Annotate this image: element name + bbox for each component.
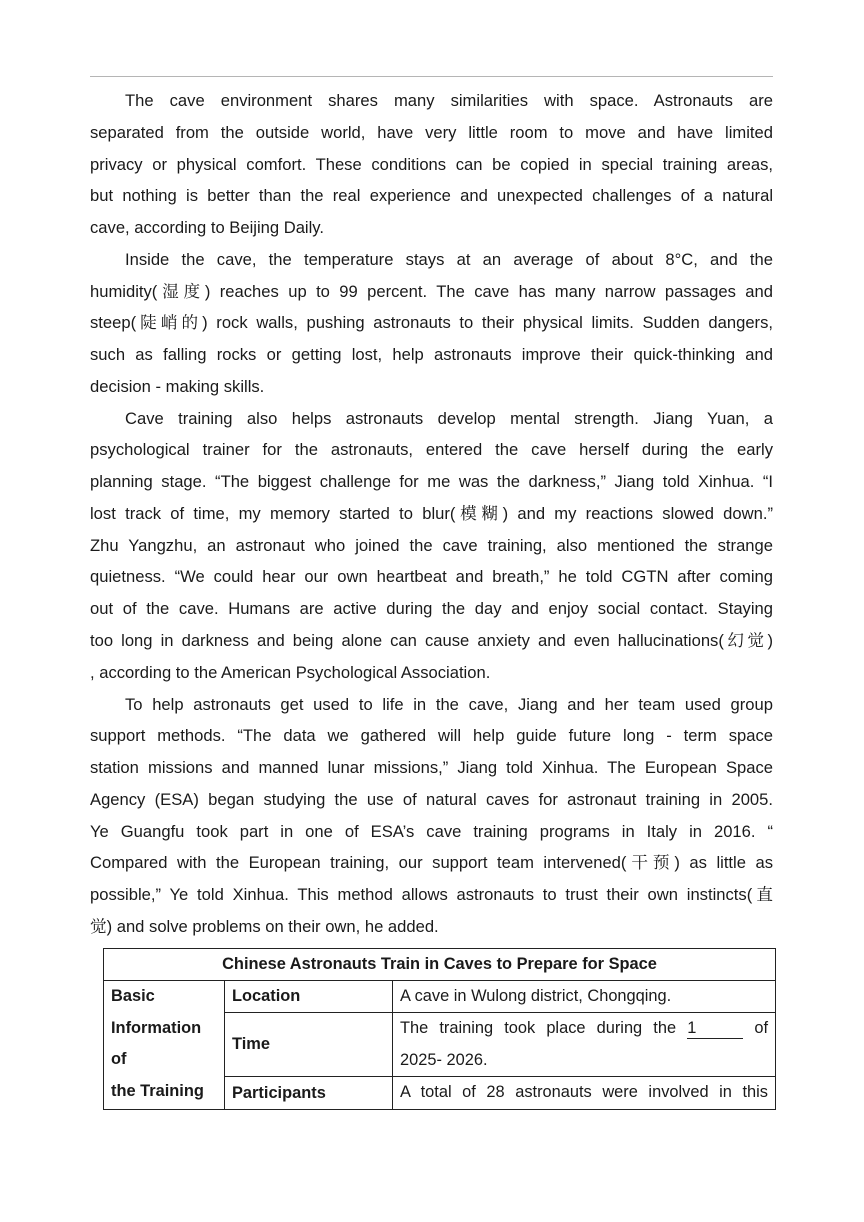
text-line: decision - making skills. bbox=[90, 376, 265, 396]
section-label-line: Information bbox=[111, 1018, 202, 1037]
participants-value: A total of 28 astronauts were involved in this bbox=[393, 1077, 776, 1110]
text-line: station missions and manned lunar missions,” Jiang told Xinhua. The European Space bbox=[90, 758, 773, 778]
text-line: Inside the cave, the temperature stays at an average of about 8°C, and the bbox=[125, 249, 773, 269]
text-line: Agency (ESA) began studying the use of natural caves for astronaut training in 2005. bbox=[90, 789, 773, 809]
text-line: but nothing is better than the real experience and unexpected challenges of a natural bbox=[90, 186, 773, 206]
participants-label: Participants bbox=[225, 1077, 393, 1110]
header-rule bbox=[90, 76, 773, 77]
text-line: support methods. “The data we gathered will help guide future long - term space bbox=[90, 726, 773, 746]
section-label-line: of bbox=[111, 1050, 127, 1069]
paragraph bbox=[90, 85, 773, 244]
text-line: possible,” Ye told Xinhua. This method allows astronauts to trust their own instincts(直 bbox=[90, 885, 773, 905]
time-text-after: of bbox=[754, 1019, 768, 1037]
time-value bbox=[393, 1013, 776, 1077]
section-label-line: Basic bbox=[111, 987, 155, 1005]
text-line: To help astronauts get used to life in the cave, Jiang and her team used group bbox=[125, 694, 773, 714]
time-label: Time bbox=[225, 1013, 393, 1077]
location-value: A cave in Wulong district, Chongqing. bbox=[393, 981, 776, 1013]
location-label: Location bbox=[225, 981, 393, 1013]
text-line: out of the cave. Humans are active during the day and enjoy social contact. Staying bbox=[90, 599, 773, 619]
text-line: , according to the American Psychological Association. bbox=[90, 662, 491, 682]
text-line: cave, according to Beijing Daily. bbox=[90, 218, 324, 238]
text-line: privacy or physical comfort. These conditions can be copied in special training areas, bbox=[90, 154, 773, 174]
summary-table bbox=[103, 948, 776, 1110]
text-line: Zhu Yangzhu, an astronaut who joined the cave training, also mentioned the strange bbox=[90, 535, 773, 555]
text-line: such as falling rocks or getting lost, help astronauts improve their quick-thinking and bbox=[90, 345, 773, 365]
section-label bbox=[104, 981, 225, 1110]
time-text-line2: 2025- 2026. bbox=[400, 1050, 488, 1069]
text-line: The cave environment shares many similarities with space. Astronauts are bbox=[125, 91, 773, 110]
paragraph bbox=[90, 689, 773, 943]
table-title: Chinese Astronauts Train in Caves to Prepare for Space bbox=[104, 949, 776, 981]
text-line: psychological trainer for the astronauts, entered the cave herself during the early bbox=[90, 440, 773, 460]
section-label-line: the Training bbox=[111, 1082, 204, 1101]
text-line: 觉) and solve problems on their own, he added. bbox=[90, 916, 439, 936]
text-line: lost track of time, my memory started to blur(模糊) and my reactions slowed down.” bbox=[90, 503, 773, 523]
text-line: humidity(湿度) reaches up to 99 percent. The cave has many narrow passages and bbox=[90, 281, 773, 301]
text-line: Ye Guangfu took part in one of ESA’s cave training programs in Italy in 2016. “ bbox=[90, 821, 773, 841]
text-line: quietness. “We could hear our own heartbeat and breath,” he told CGTN after coming bbox=[90, 567, 773, 587]
text-line: too long in darkness and being alone can cause anxiety and even hallucinations(幻觉) bbox=[90, 631, 773, 651]
text-line: steep(陡峭的) rock walls, pushing astronauts to their physical limits. Sudden dangers, bbox=[90, 313, 773, 333]
text-line: Compared with the European training, our support team intervened(干预) as little as bbox=[90, 853, 773, 873]
text-line: separated from the outside world, have very little room to move and have limited bbox=[90, 122, 773, 142]
answer-blank-1[interactable]: 1 bbox=[687, 1018, 743, 1039]
text-line: planning stage. “The biggest challenge for me was the darkness,” Jiang told Xinhua. “I bbox=[90, 472, 773, 492]
paragraph bbox=[90, 244, 773, 403]
article-body bbox=[90, 85, 773, 943]
text-line: Cave training also helps astronauts develop mental strength. Jiang Yuan, a bbox=[125, 408, 773, 428]
paragraph bbox=[90, 403, 773, 689]
time-text: The training took place during the bbox=[400, 1019, 677, 1037]
